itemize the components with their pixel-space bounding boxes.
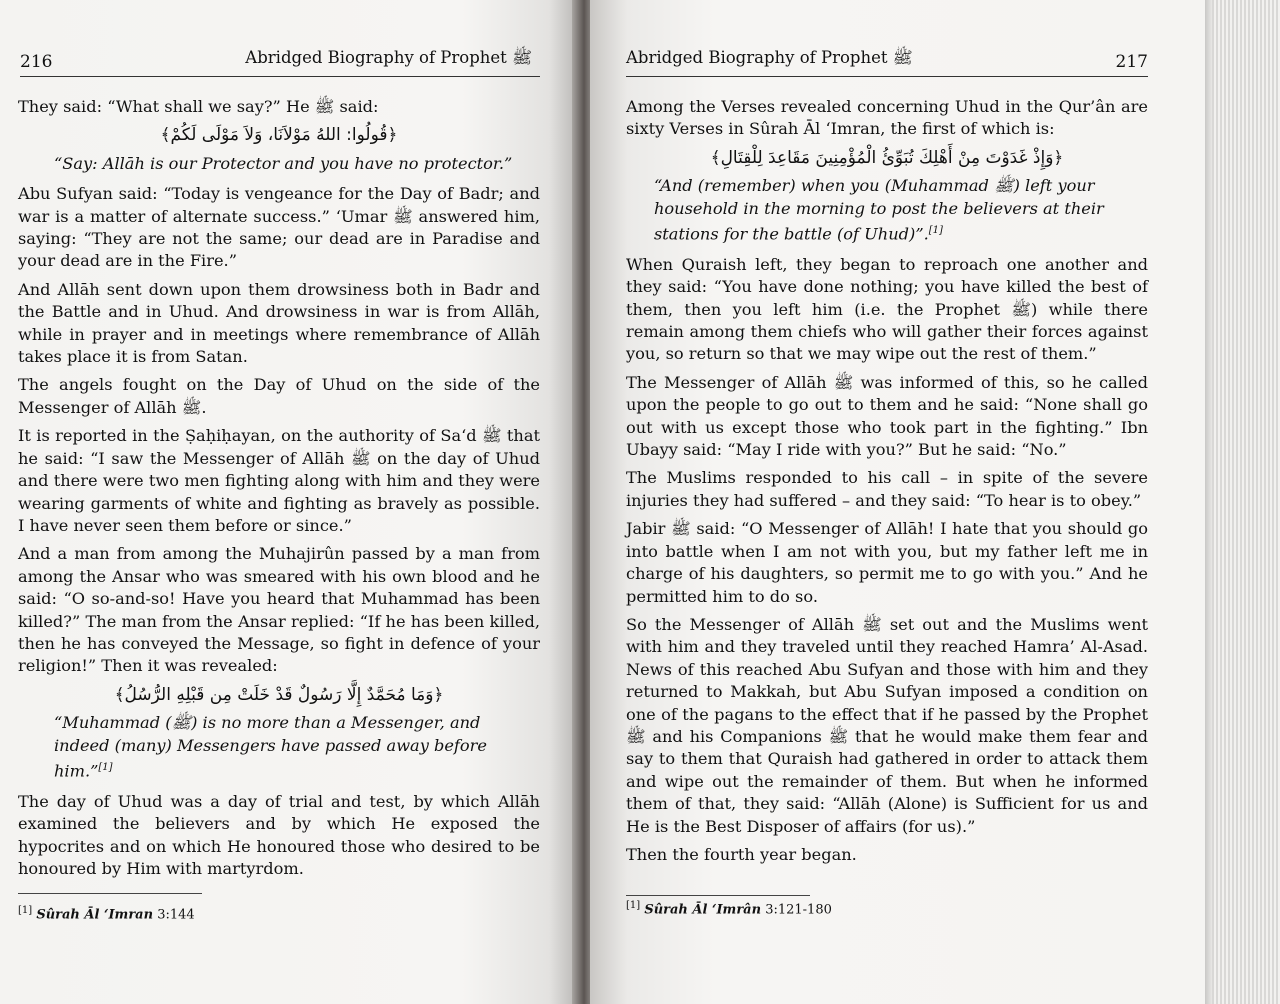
paragraph: And Allāh sent down upon them drowsiness both in Badr and the Battle and in Uhud. And drowsiness in war is from Allāh, while in prayer and in meetings where remembrance of Allāh takes place it is from Satan. — [18, 279, 540, 367]
footnote-reference: 3:121-180 — [765, 902, 832, 918]
paragraph: The angels fought on the Day of Uhud on the side of the Messenger of Allāh ﷺ. — [18, 375, 540, 417]
footnote-reference: 3:144 — [157, 907, 195, 923]
paragraph: Among the Verses revealed concerning Uhud in the Qur’ân are sixty Verses in Sûrah Āl ‘Imran, the first of which is: — [626, 97, 1148, 139]
paragraph: They said: “What shall we say?” He ﷺ said: — [18, 97, 379, 116]
footnote — [18, 905, 195, 922]
footnote-marker: [1] — [98, 761, 113, 773]
footnote-number: [1] — [626, 900, 641, 911]
arabic-verse: ﴿وَمَا مُحَمَّدٌ إِلَّا رَسُولٌ قَدْ خَلَتْ مِن قَبْلِهِ الرُّسُلُ﴾ — [114, 684, 444, 705]
paragraph: When Quraish left, they began to reproach one another and they said: “You have done nothing; you have killed the best of them, then you left him (i.e. the Prophet ﷺ) while there remain among them chiefs who will gather their forces against you, so return so that we may wipe out the rest of them.” — [626, 254, 1148, 364]
footnote — [626, 900, 832, 917]
arabic-verse: ﴿وَإِذْ غَدَوْتَ مِنْ أَهْلِكَ تُبَوِّئُ الْمُؤْمِنِينَ مَقَاعِدَ لِلْقِتَالِ﴾ — [710, 147, 1064, 168]
running-title: Abridged Biography of Prophet ﷺ — [245, 48, 532, 67]
verse-translation: “Say: Allāh is our Protector and you have no protector.” — [54, 153, 513, 173]
paragraph: So the Messenger of Allāh ﷺ set out and the Muslims went with him and they traveled until they reached Hamra’ Al-Asad. News of this reached Abu Sufyan and those with him and they returned to Makkah, but Abu Sufyan imposed a condition on one of the pagans to the effect that if he passed by the Prophet ﷺ and his Companions ﷺ that he would make them fear and say to them that Quraish had gathered in order to attack them and wipe out the remainder of them. But when he informed them of that, they said: “Allāh (Alone) is Sufficient for us and He is the Best Disposer of affairs (for us).” — [626, 614, 1149, 836]
footnote-number: [1] — [18, 905, 33, 916]
arabic-verse: ﴿قُولُوا: اللهُ مَوْلاَنَا، وَلاَ مَوْلَى لَكُمْ﴾ — [160, 125, 398, 146]
footnote-divider — [626, 895, 810, 896]
page-number: 216 — [20, 52, 53, 72]
paragraph: And a man from among the Muhajirûn passed by a man from among the Ansar who was smeared with his own blood and he said: “O so-and-so! Have you heard that Muhammad has been killed?” The man from the Ansar replied: “If he has been killed, then he has conveyed the Message, so fight in defence of your religion!” Then it was revealed: — [18, 544, 540, 676]
paragraph: The Muslims responded to his call – in spite of the severe injuries they had suffered – and they said: “To hear is to obey.” — [626, 468, 1148, 510]
paragraph: The Messenger of Allāh ﷺ was informed of this, so he called upon the people to go out to them and he said: “None shall go out with us except those who took part in the fighting.” Ibn Ubayy said: “May I ride with you?” But he said: “No.” — [626, 372, 1148, 460]
paragraph: Jabir ﷺ said: “O Messenger of Allāh! I hate that you should go into battle when I am not with you, but my father left me in charge of his daughters, so permit me to go with you.” And he permitted him to do so. — [626, 519, 1148, 606]
right-page-header — [626, 48, 1148, 77]
left-page-header — [20, 48, 540, 77]
verse-translation — [626, 175, 1148, 246]
verse-translation-text: “And (remember) when you (Muhammad ﷺ) left your household in the morning to post the believers at their stations for the battle (of Uhud)”. — [654, 176, 1104, 244]
footnote-divider — [18, 893, 202, 894]
verse-translation-text: “Muhammad (ﷺ) is no more than a Messenger, and indeed (many) Messengers have passed away before him.” — [54, 713, 487, 781]
paragraph: It is reported in the Ṣaḥiḥayan, on the authority of Sa‘d ﷺ that he said: “I saw the Messenger of Allāh ﷺ on the day of Uhud and there were two men fighting along with him and they were wearing garments of white and fighting as bravely as possible. I have never seen them before or since.” — [18, 426, 541, 535]
footnote-source: Sûrah Āl ‘Imrân — [644, 902, 762, 918]
footnote-marker: [1] — [928, 225, 943, 237]
left-page — [0, 0, 578, 1004]
book-page-edges — [1212, 0, 1280, 1004]
page-number: 217 — [1115, 52, 1148, 72]
paragraph: Abu Sufyan said: “Today is vengeance for the Day of Badr; and war is a matter of alternate success.” ‘Umar ﷺ answered him, saying: “They are not the same; our dead are in Paradise and your dead are in the Fire.” — [18, 184, 540, 271]
paragraph: Then the fourth year began. — [626, 844, 857, 864]
paragraph: The day of Uhud was a day of trial and test, by which Allāh examined the believers and by which He exposed the hypocrites and on which He honoured those who desired to be honoured by Him with martyrdom. — [18, 791, 540, 878]
running-title: Abridged Biography of Prophet ﷺ — [626, 48, 913, 67]
footnote-source: Sûrah Āl ‘Imran — [36, 907, 154, 923]
verse-translation — [18, 712, 540, 783]
left-page-body — [18, 96, 540, 886]
right-page — [590, 0, 1212, 1004]
right-page-body — [626, 96, 1148, 872]
